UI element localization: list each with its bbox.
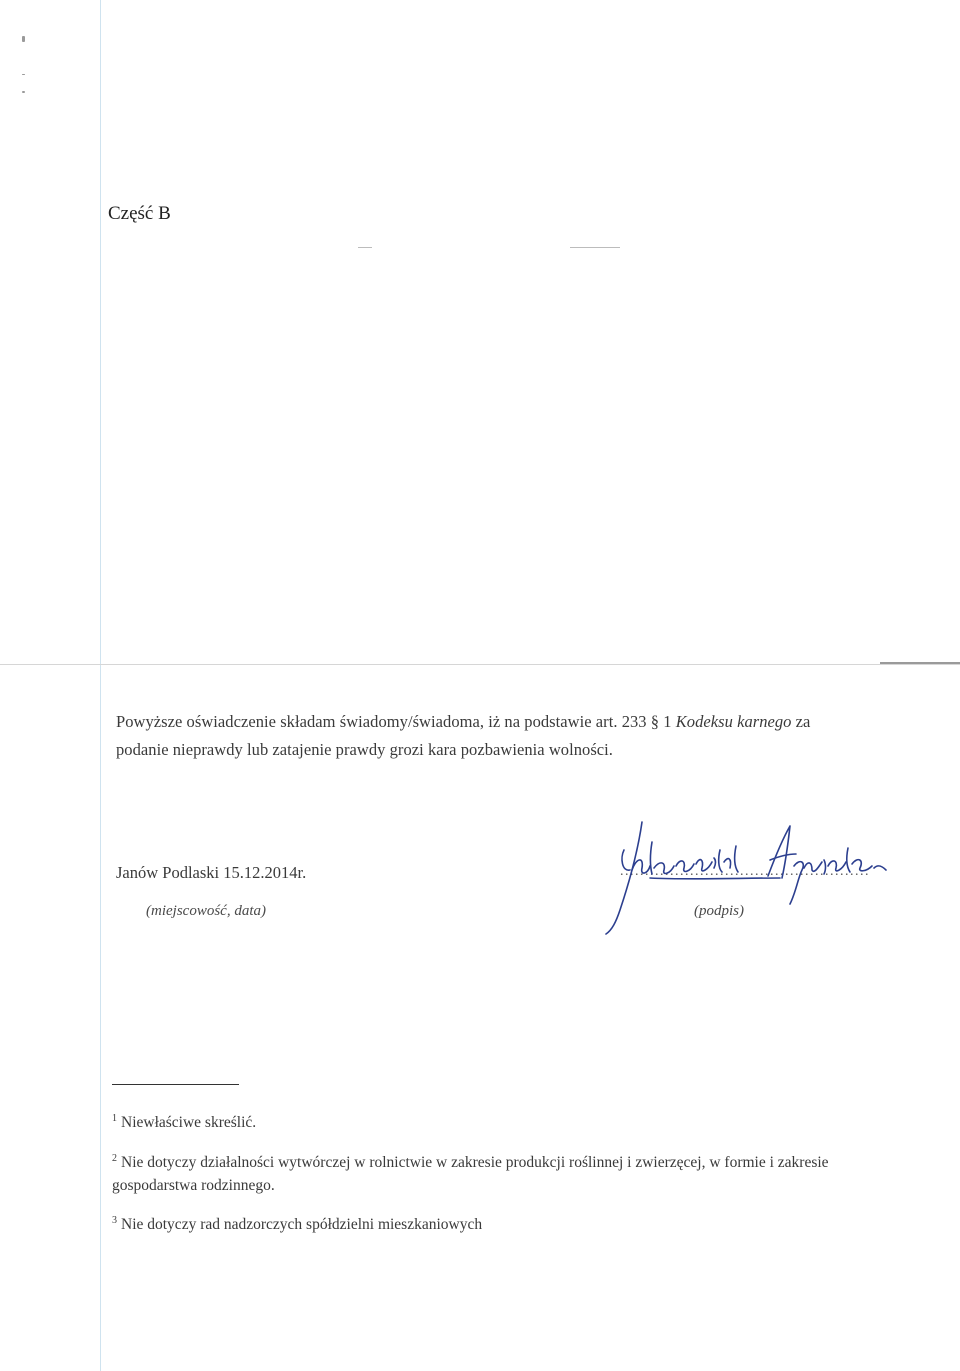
scan-speck <box>22 36 25 42</box>
section-heading: Część B <box>108 203 171 224</box>
scan-speck <box>22 91 25 93</box>
scan-speck <box>22 74 25 75</box>
place-date-caption: (miejscowość, data) <box>146 903 266 919</box>
handwritten-signature <box>590 820 890 940</box>
statement-italic-code: Kodeksu karnego <box>675 712 792 731</box>
footnote-number: 2 <box>112 1153 117 1164</box>
signature-dotted-line: .................................................. <box>620 864 870 879</box>
margin-line <box>100 0 101 1371</box>
signature-caption: (podpis) <box>694 903 744 919</box>
statement-text-end: za podanie nieprawdy lub zatajenie prawdy grozi kara pozbawienia wolności. <box>116 712 811 759</box>
footnote-number: 1 <box>112 1113 117 1124</box>
fold-mark <box>880 662 960 664</box>
fold-line <box>0 664 960 665</box>
footnote-3 <box>112 1209 832 1236</box>
statement-paragraph <box>116 708 856 764</box>
statement-text: Powyższe oświadczenie składam świadomy/świadoma, iż na podstawie art. 233 § 1 <box>116 712 676 731</box>
footnote-number: 3 <box>112 1215 117 1226</box>
footnote-text: Nie dotyczy działalności wytwórczej w rolnictwie w zakresie produkcji roślinnej i zwierzęcej, w formie i zakresie gospodarstwa rodzinnego. <box>112 1154 829 1194</box>
footnote-text: Nie dotyczy rad nadzorczych spółdzielni mieszkaniowych <box>121 1216 483 1233</box>
place-date: Janów Podlaski 15.12.2014r. <box>116 863 307 882</box>
scan-mark <box>358 247 372 248</box>
footnote-separator <box>112 1084 239 1085</box>
footnote-text: Niewłaściwe skreślić. <box>121 1114 257 1131</box>
scan-mark <box>570 247 620 248</box>
footnote-2 <box>112 1147 832 1197</box>
footnote-1 <box>112 1107 832 1134</box>
